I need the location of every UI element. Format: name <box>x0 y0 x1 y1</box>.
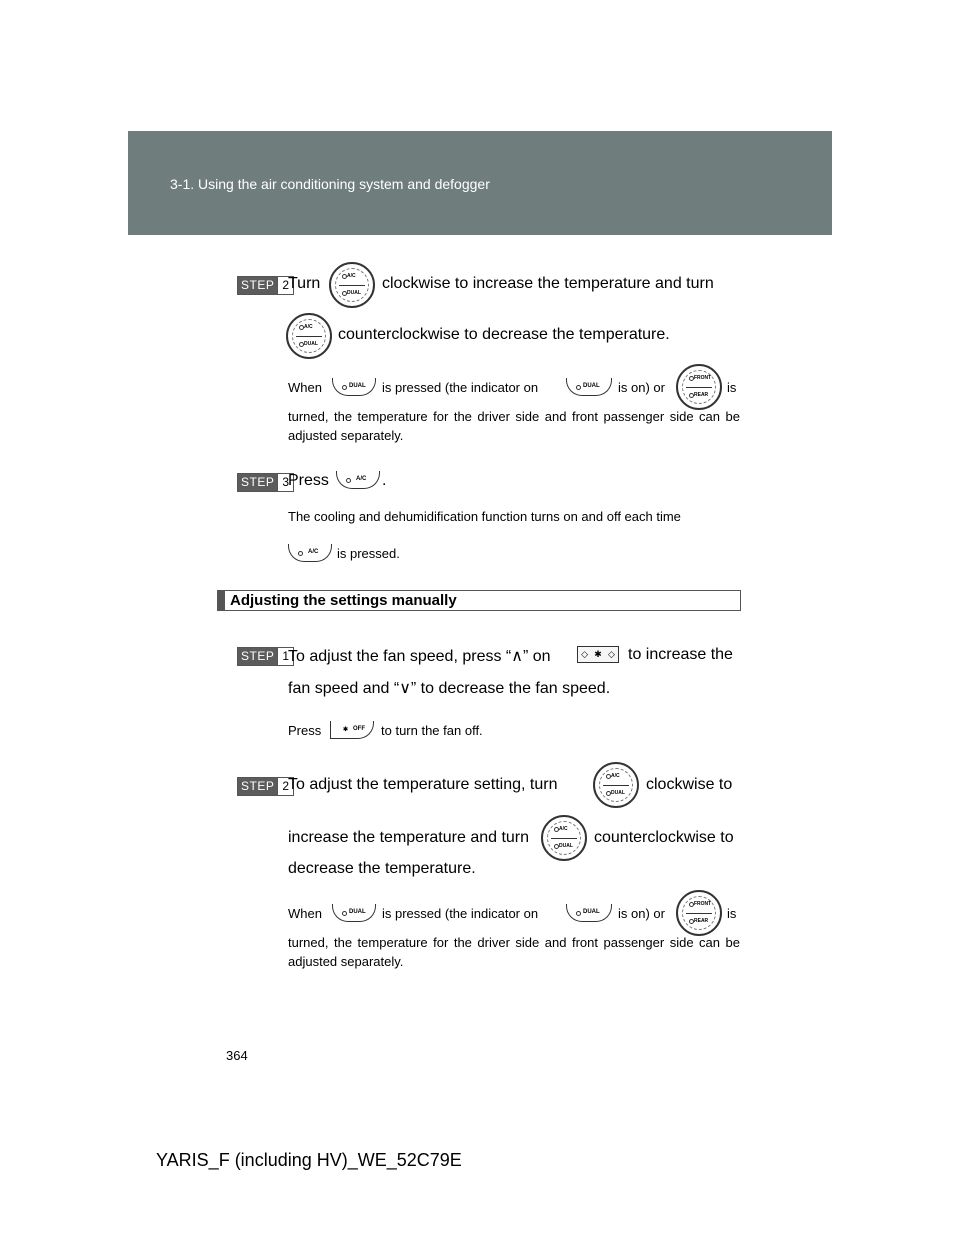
step-badge <box>237 473 294 492</box>
dual-button-icon: DUAL <box>566 378 612 396</box>
note-text: is pressed (the indicator on <box>382 906 539 921</box>
instruction-text: clockwise to <box>646 776 733 793</box>
instruction-text: fan speed and “∨” to decrease the fan speed. <box>288 680 611 697</box>
note-text: Press <box>288 723 322 738</box>
instruction-text: Press <box>288 472 329 489</box>
dual-button-icon: DUAL <box>332 378 376 396</box>
note-text: When <box>288 906 322 921</box>
instruction-text: Turn <box>288 275 321 292</box>
fan-speed-button-icon: ◇ ✱ ◇ <box>577 646 619 663</box>
section-heading <box>217 590 741 611</box>
page-number: 364 <box>226 1048 248 1063</box>
temperature-dial-icon: A/C DUAL <box>286 313 332 359</box>
step-number: 2 <box>277 277 293 294</box>
temperature-dial-icon: A/C DUAL <box>593 762 639 808</box>
note-text: is pressed (the indicator on <box>382 380 539 395</box>
step-word: STEP <box>238 277 277 294</box>
step-badge <box>237 777 294 796</box>
passenger-dial-icon: FRONT REAR <box>676 364 722 410</box>
instruction-text: To adjust the temperature setting, turn <box>288 776 558 793</box>
instruction-text: clockwise to increase the temperature and turn <box>382 275 714 292</box>
ac-button-icon: A/C <box>336 471 380 489</box>
step-number: 1 <box>277 648 293 665</box>
step-badge <box>237 647 294 666</box>
instruction-text: . <box>382 472 387 489</box>
instruction-text: To adjust the fan speed, press “∧” on <box>288 648 551 665</box>
instruction-text: counterclockwise to decrease the temperature. <box>338 326 670 343</box>
note-text: is <box>727 380 737 395</box>
dual-button-icon: DUAL <box>566 904 612 922</box>
note-text: is on) or <box>618 906 665 921</box>
step-number: 3 <box>277 474 293 491</box>
passenger-dial-icon: FRONT REAR <box>676 890 722 936</box>
ac-button-icon: A/C <box>288 544 332 562</box>
note-text: turned, the temperature for the driver side and front passenger side can be adjusted separately. <box>288 409 740 443</box>
note-text: is <box>727 906 737 921</box>
step-badge <box>237 276 294 295</box>
note-text: is pressed. <box>337 546 400 561</box>
note-text: is on) or <box>618 380 665 395</box>
instruction-text: decrease the temperature. <box>288 860 476 877</box>
step-number: 2 <box>277 778 293 795</box>
note-text: turned, the temperature for the driver side and front passenger side can be adjusted separately. <box>288 935 740 969</box>
section-heading-title: Adjusting the settings manually <box>230 592 457 609</box>
instruction-text: increase the temperature and turn <box>288 829 530 846</box>
step-word: STEP <box>238 648 277 665</box>
step-word: STEP <box>238 778 277 795</box>
document-footer: YARIS_F (including HV)_WE_52C79E <box>156 1150 462 1170</box>
step-word: STEP <box>238 474 277 491</box>
temperature-dial-icon: A/C DUAL <box>329 262 375 308</box>
note-text: to turn the fan off. <box>381 723 483 738</box>
section-header-title: 3-1. Using the air conditioning system and defogger <box>170 176 490 192</box>
temperature-dial-icon: A/C DUAL <box>541 815 587 861</box>
fan-off-button-icon: ✱ OFF <box>330 721 374 739</box>
note-text: The cooling and dehumidification function turns on and off each time <box>288 509 681 524</box>
section-accent <box>218 591 225 610</box>
instruction-text: to increase the <box>628 646 733 663</box>
dual-button-icon: DUAL <box>332 904 376 922</box>
instruction-text: counterclockwise to <box>594 829 734 846</box>
note-text: When <box>288 380 322 395</box>
